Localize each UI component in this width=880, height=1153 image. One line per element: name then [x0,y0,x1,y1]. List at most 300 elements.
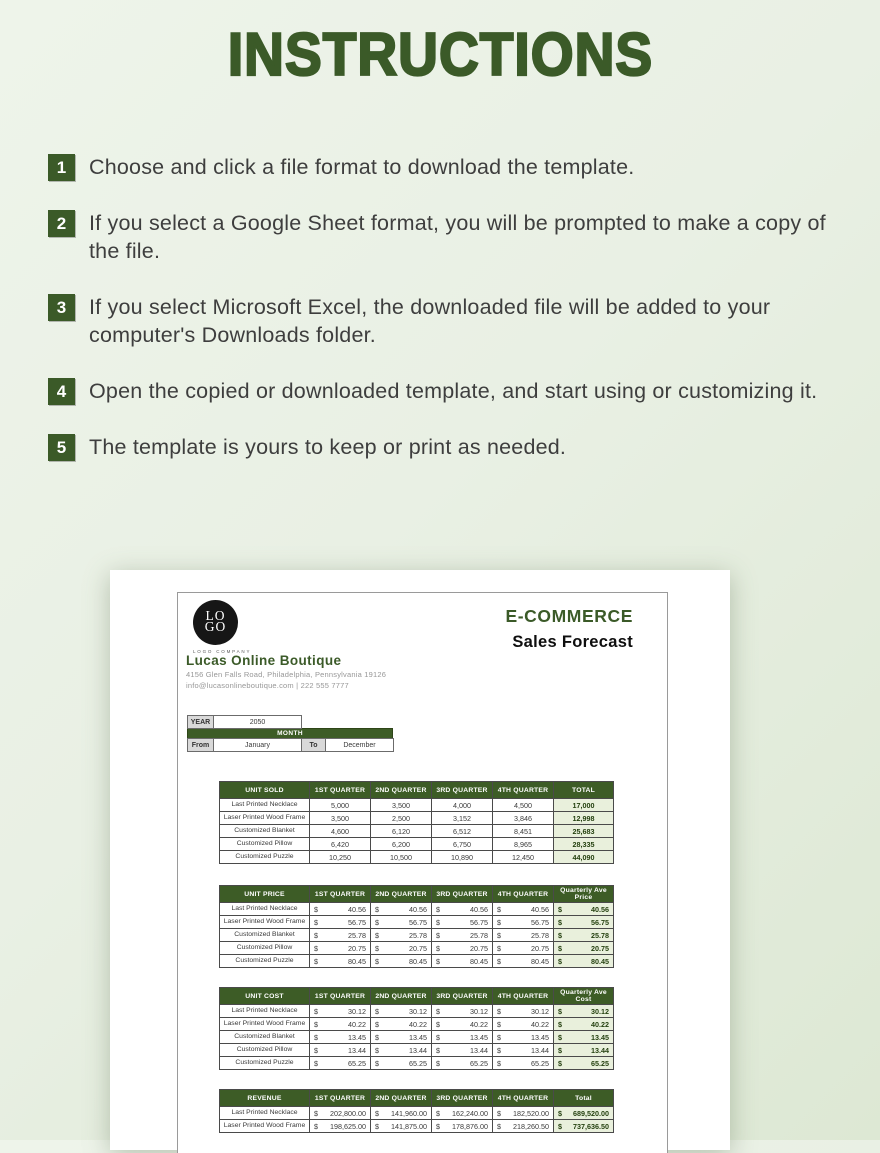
amount: 13.45 [591,1032,609,1042]
step-2-text: If you select a Google Sheet format, you will be prompted to make a copy of the file. [89,211,826,263]
unit-sold-row-0-q4: 4,500 [493,799,554,812]
amount: 80.45 [531,956,549,966]
dollar-sign: $ [375,1019,379,1029]
unit-cost-row-4-q1 [310,1057,371,1070]
step-5 [48,433,848,461]
amount: 20.75 [470,943,488,953]
amount: 218,260.50 [513,1121,549,1131]
revenue-row-1-label: Laser Printed Wood Frame [220,1120,310,1133]
unit-cost-header-5: Quarterly Ave Cost [554,988,614,1005]
amount: 30.12 [409,1006,427,1016]
unit-cost-row-1-q4 [493,1018,554,1031]
unit-price-row-2-label: Customized Blanket [220,929,310,942]
dollar-sign: $ [314,956,318,966]
revenue-header-0: REVENUE [220,1090,310,1107]
dollar-sign: $ [436,1121,440,1131]
unit-cost-row-0-q4 [493,1005,554,1018]
unit-price-header-5: Quarterly Ave Price [554,886,614,903]
unit-cost-row-0-q1 [310,1005,371,1018]
step-2-number-badge: 2 [48,210,75,237]
instruction-steps [48,153,848,489]
step-1-number-badge: 1 [48,154,75,181]
unit-sold-header-1: 1ST QUARTER [310,782,371,799]
unit-cost-header-3: 3RD QUARTER [432,988,493,1005]
unit-sold-header-5: TOTAL [554,782,614,799]
amount: 40.56 [348,904,366,914]
from-label: From [187,738,214,752]
unit-sold-row-0-q2: 3,500 [371,799,432,812]
unit-cost-row-0-total [554,1005,614,1018]
unit-sold-row-1-q2: 2,500 [371,812,432,825]
unit-cost-row-1-q3 [432,1018,493,1031]
unit-cost-row-2-total [554,1031,614,1044]
dollar-sign: $ [314,1006,318,1016]
revenue-row-1-q1 [310,1120,371,1133]
unit-sold-row-2-total: 25,683 [554,825,614,838]
dollar-sign: $ [558,904,562,914]
amount: 25.78 [348,930,366,940]
amount: 80.45 [409,956,427,966]
amount: 13.44 [348,1045,366,1055]
dollar-sign: $ [558,917,562,927]
amount: 737,636.50 [573,1121,609,1131]
company-name: Lucas Online Boutique [186,653,342,668]
amount: 30.12 [348,1006,366,1016]
unit-price-row-3 [220,942,614,955]
dollar-sign: $ [375,904,379,914]
logo-line-2: GO [204,619,227,634]
amount: 40.22 [348,1019,366,1029]
unit-price-row-0-q4 [493,903,554,916]
unit-price-row-4-q1 [310,955,371,968]
dollar-sign: $ [436,904,440,914]
step-4-number-badge: 4 [48,378,75,405]
dollar-sign: $ [558,956,562,966]
amount: 25.78 [591,930,609,940]
unit-sold-header-4: 4TH QUARTER [493,782,554,799]
amount: 30.12 [591,1006,609,1016]
amount: 20.75 [409,943,427,953]
unit-cost-row-3-q1 [310,1044,371,1057]
amount: 178,876.00 [452,1121,488,1131]
unit-price-row-1-q2 [371,916,432,929]
unit-sold-header-2: 2ND QUARTER [371,782,432,799]
unit-cost-row-2-q4 [493,1031,554,1044]
amount: 198,625.00 [330,1121,366,1131]
unit-price-row-1-q1 [310,916,371,929]
unit-price-row-3-total [554,942,614,955]
amount: 13.44 [531,1045,549,1055]
dollar-sign: $ [436,917,440,927]
revenue-row-1 [220,1120,614,1133]
unit-cost-row-0-q2 [371,1005,432,1018]
unit-cost-row-1-q1 [310,1018,371,1031]
title-wrap [0,20,880,89]
unit-price-row-0-q2 [371,903,432,916]
unit-sold-row-3-total: 28,335 [554,838,614,851]
dollar-sign: $ [436,943,440,953]
dollar-sign: $ [375,1108,379,1118]
amount: 20.75 [591,943,609,953]
revenue-row-0-label: Last Printed Necklace [220,1107,310,1120]
document-heading [505,606,633,652]
dollar-sign: $ [436,930,440,940]
step-1-text: Choose and click a file format to download the template. [89,155,635,179]
unit-price-table [219,885,614,968]
dollar-sign: $ [558,1121,562,1131]
dollar-sign: $ [436,1108,440,1118]
dollar-sign: $ [497,917,501,927]
unit-cost-row-3-q3 [432,1044,493,1057]
unit-cost-row-3-total [554,1044,614,1057]
step-1 [48,153,848,181]
unit-sold-row-4-label: Customized Puzzle [220,851,310,864]
unit-cost-row-0-q3 [432,1005,493,1018]
amount: 40.22 [531,1019,549,1029]
dollar-sign: $ [558,943,562,953]
amount: 20.75 [531,943,549,953]
step-5-number-badge: 5 [48,434,75,461]
year-row [187,715,394,729]
unit-sold-row-4-total: 44,090 [554,851,614,864]
amount: 56.75 [348,917,366,927]
amount: 13.45 [531,1032,549,1042]
unit-cost-row-3-label: Customized Pillow [220,1044,310,1057]
unit-sold-row-3 [220,838,614,851]
unit-price-row-2-q3 [432,929,493,942]
dollar-sign: $ [497,1108,501,1118]
spreadsheet-frame [177,592,668,1153]
unit-price-row-4-q2 [371,955,432,968]
unit-price-header-0: UNIT PRICE [220,886,310,903]
unit-cost-header-2: 2ND QUARTER [371,988,432,1005]
amount: 40.56 [531,904,549,914]
dollar-sign: $ [558,1058,562,1068]
amount: 80.45 [591,956,609,966]
revenue-row-1-q4 [493,1120,554,1133]
dollar-sign: $ [497,930,501,940]
unit-price-row-2-total [554,929,614,942]
unit-sold-row-2-label: Customized Blanket [220,825,310,838]
step-5-text: The template is yours to keep or print as needed. [89,435,567,459]
amount: 40.56 [591,904,609,914]
unit-cost-row-0-label: Last Printed Necklace [220,1005,310,1018]
dollar-sign: $ [436,956,440,966]
amount: 162,240.00 [452,1108,488,1118]
dollar-sign: $ [375,930,379,940]
unit-price-row-3-q2 [371,942,432,955]
unit-price-header-4: 4TH QUARTER [493,886,554,903]
unit-cost-row-1-q2 [371,1018,432,1031]
revenue-row-0-total [554,1107,614,1120]
unit-sold-row-1-q4: 3,846 [493,812,554,825]
revenue-row-0 [220,1107,614,1120]
dollar-sign: $ [436,1045,440,1055]
unit-price-row-0 [220,903,614,916]
unit-price-header-1: 1ST QUARTER [310,886,371,903]
page-title: INSTRUCTIONS [227,21,653,89]
unit-sold-row-4-q4: 12,450 [493,851,554,864]
step-3-number-badge: 3 [48,294,75,321]
unit-cost-row-2-label: Customized Blanket [220,1031,310,1044]
amount: 40.56 [470,904,488,914]
amount: 202,800.00 [330,1108,366,1118]
unit-sold-row-4-q3: 10,890 [432,851,493,864]
unit-price-row-3-label: Customized Pillow [220,942,310,955]
dollar-sign: $ [314,1032,318,1042]
dollar-sign: $ [497,1032,501,1042]
dollar-sign: $ [314,1121,318,1131]
from-to-row [187,738,394,752]
dollar-sign: $ [375,1006,379,1016]
amount: 25.78 [470,930,488,940]
amount: 25.78 [409,930,427,940]
unit-cost-row-3-q4 [493,1044,554,1057]
unit-sold-row-3-q2: 6,200 [371,838,432,851]
unit-sold-row-2-q1: 4,600 [310,825,371,838]
revenue-row-1-q2 [371,1120,432,1133]
company-address: 4156 Glen Falls Road, Philadelphia, Pennsylvania 19126 [186,670,387,679]
revenue-row-1-total [554,1120,614,1133]
doc-heading-line1: E-COMMERCE [505,606,633,626]
revenue-header-4: 4TH QUARTER [493,1090,554,1107]
period-table [187,715,394,752]
dollar-sign: $ [314,1045,318,1055]
unit-price-row-4-total [554,955,614,968]
dollar-sign: $ [375,943,379,953]
dollar-sign: $ [314,930,318,940]
unit-price-row-1 [220,916,614,929]
unit-sold-row-1-total: 12,998 [554,812,614,825]
unit-sold-row-4-q2: 10,500 [371,851,432,864]
revenue-header-1: 1ST QUARTER [310,1090,371,1107]
revenue-header-2: 2ND QUARTER [371,1090,432,1107]
dollar-sign: $ [497,956,501,966]
unit-cost-row-4 [220,1057,614,1070]
unit-cost-row-3-q2 [371,1044,432,1057]
dollar-sign: $ [375,917,379,927]
unit-sold-row-0-q1: 5,000 [310,799,371,812]
step-3 [48,293,848,349]
dollar-sign: $ [436,1032,440,1042]
unit-price-row-2-q4 [493,929,554,942]
amount: 40.22 [470,1019,488,1029]
dollar-sign: $ [558,1045,562,1055]
unit-cost-row-4-q2 [371,1057,432,1070]
dollar-sign: $ [375,1032,379,1042]
amount: 13.44 [409,1045,427,1055]
unit-sold-row-4-q1: 10,250 [310,851,371,864]
dollar-sign: $ [497,904,501,914]
dollar-sign: $ [375,1045,379,1055]
unit-sold-row-2-q2: 6,120 [371,825,432,838]
dollar-sign: $ [314,1019,318,1029]
unit-sold-row-0-q3: 4,000 [432,799,493,812]
dollar-sign: $ [497,1045,501,1055]
unit-cost-row-2-q2 [371,1031,432,1044]
dollar-sign: $ [497,1058,501,1068]
amount: 141,960.00 [391,1108,427,1118]
unit-sold-row-3-q1: 6,420 [310,838,371,851]
unit-price-row-1-q4 [493,916,554,929]
unit-sold-row-3-q3: 6,750 [432,838,493,851]
unit-cost-row-2-q3 [432,1031,493,1044]
unit-price-row-3-q4 [493,942,554,955]
amount: 40.56 [409,904,427,914]
amount: 13.45 [470,1032,488,1042]
unit-cost-header-4: 4TH QUARTER [493,988,554,1005]
unit-sold-header-0: UNIT SOLD [220,782,310,799]
company-logo [193,600,238,645]
logo-line-1: LO [205,608,226,623]
unit-price-row-4-q3 [432,955,493,968]
revenue-header-5: Total [554,1090,614,1107]
year-label: YEAR [187,715,214,729]
unit-cost-row-4-total [554,1057,614,1070]
amount: 65.25 [591,1058,609,1068]
unit-price-header-2: 2ND QUARTER [371,886,432,903]
unit-sold-row-1-q3: 3,152 [432,812,493,825]
amount: 141,875.00 [391,1121,427,1131]
company-contact: info@lucasonlineboutique.com | 222 555 7777 [186,681,349,690]
dollar-sign: $ [497,943,501,953]
unit-price-row-2-q2 [371,929,432,942]
unit-cost-row-3 [220,1044,614,1057]
dollar-sign: $ [375,956,379,966]
amount: 65.25 [348,1058,366,1068]
unit-price-row-4-label: Customized Puzzle [220,955,310,968]
dollar-sign: $ [558,1006,562,1016]
revenue-header-3: 3RD QUARTER [432,1090,493,1107]
amount: 65.25 [470,1058,488,1068]
unit-price-row-3-q3 [432,942,493,955]
unit-sold-row-2 [220,825,614,838]
unit-sold-row-0 [220,799,614,812]
unit-price-row-2 [220,929,614,942]
dollar-sign: $ [558,1019,562,1029]
amount: 689,520.00 [573,1108,609,1118]
dollar-sign: $ [558,1032,562,1042]
unit-price-row-4-q4 [493,955,554,968]
amount: 13.44 [470,1045,488,1055]
amount: 13.45 [348,1032,366,1042]
unit-sold-header-3: 3RD QUARTER [432,782,493,799]
unit-price-row-0-q1 [310,903,371,916]
unit-sold-row-2-q3: 6,512 [432,825,493,838]
amount: 56.75 [531,917,549,927]
step-3-text: If you select Microsoft Excel, the downloaded file will be added to your computer's Downloads folder. [89,295,771,347]
unit-sold-row-4 [220,851,614,864]
amount: 80.45 [348,956,366,966]
unit-cost-table [219,987,614,1070]
unit-cost-row-4-q4 [493,1057,554,1070]
doc-heading-line2: Sales Forecast [512,633,633,651]
unit-cost-row-1-label: Laser Printed Wood Frame [220,1018,310,1031]
revenue-row-0-q3 [432,1107,493,1120]
dollar-sign: $ [558,1108,562,1118]
revenue-row-0-q4 [493,1107,554,1120]
unit-cost-row-2 [220,1031,614,1044]
amount: 40.22 [409,1019,427,1029]
unit-cost-row-1 [220,1018,614,1031]
to-value: December [325,738,394,752]
amount: 65.25 [531,1058,549,1068]
dollar-sign: $ [314,904,318,914]
unit-price-row-4 [220,955,614,968]
unit-price-row-1-q3 [432,916,493,929]
step-4 [48,377,848,405]
unit-cost-header-1: 1ST QUARTER [310,988,371,1005]
amount: 56.75 [591,917,609,927]
unit-price-row-2-q1 [310,929,371,942]
unit-cost-row-2-q1 [310,1031,371,1044]
amount: 20.75 [348,943,366,953]
amount: 13.44 [591,1045,609,1055]
step-2 [48,209,848,265]
unit-price-header-3: 3RD QUARTER [432,886,493,903]
amount: 13.45 [409,1032,427,1042]
unit-sold-row-2-q4: 8,451 [493,825,554,838]
unit-sold-row-1 [220,812,614,825]
template-preview-paper [110,570,730,1150]
dollar-sign: $ [314,1058,318,1068]
dollar-sign: $ [497,1019,501,1029]
from-value: January [213,738,302,752]
dollar-sign: $ [314,1108,318,1118]
amount: 30.12 [470,1006,488,1016]
logo-subtext: LOGO COMPANY [193,649,252,654]
dollar-sign: $ [436,1019,440,1029]
amount: 80.45 [470,956,488,966]
unit-sold-row-0-total: 17,000 [554,799,614,812]
unit-price-row-0-label: Last Printed Necklace [220,903,310,916]
amount: 40.22 [591,1019,609,1029]
amount: 56.75 [470,917,488,927]
unit-cost-row-4-q3 [432,1057,493,1070]
revenue-row-0-q1 [310,1107,371,1120]
dollar-sign: $ [436,1058,440,1068]
dollar-sign: $ [314,917,318,927]
amount: 56.75 [409,917,427,927]
unit-price-row-3-q1 [310,942,371,955]
unit-sold-row-3-q4: 8,965 [493,838,554,851]
month-header: MONTH [187,728,393,739]
unit-price-row-1-label: Laser Printed Wood Frame [220,916,310,929]
revenue-row-1-q3 [432,1120,493,1133]
revenue-table [219,1089,614,1133]
unit-cost-row-1-total [554,1018,614,1031]
amount: 30.12 [531,1006,549,1016]
unit-price-row-1-total [554,916,614,929]
unit-sold-table [219,781,614,864]
dollar-sign: $ [314,943,318,953]
step-4-text: Open the copied or downloaded template, and start using or customizing it. [89,379,818,403]
year-value: 2050 [213,715,302,729]
unit-cost-row-0 [220,1005,614,1018]
amount: 25.78 [531,930,549,940]
unit-sold-row-3-label: Customized Pillow [220,838,310,851]
unit-price-row-0-q3 [432,903,493,916]
dollar-sign: $ [436,1006,440,1016]
revenue-row-0-q2 [371,1107,432,1120]
unit-sold-row-1-q1: 3,500 [310,812,371,825]
to-label: To [301,738,326,752]
dollar-sign: $ [497,1006,501,1016]
unit-price-row-0-total [554,903,614,916]
unit-sold-row-0-label: Last Printed Necklace [220,799,310,812]
amount: 182,520.00 [513,1108,549,1118]
unit-sold-row-1-label: Laser Printed Wood Frame [220,812,310,825]
